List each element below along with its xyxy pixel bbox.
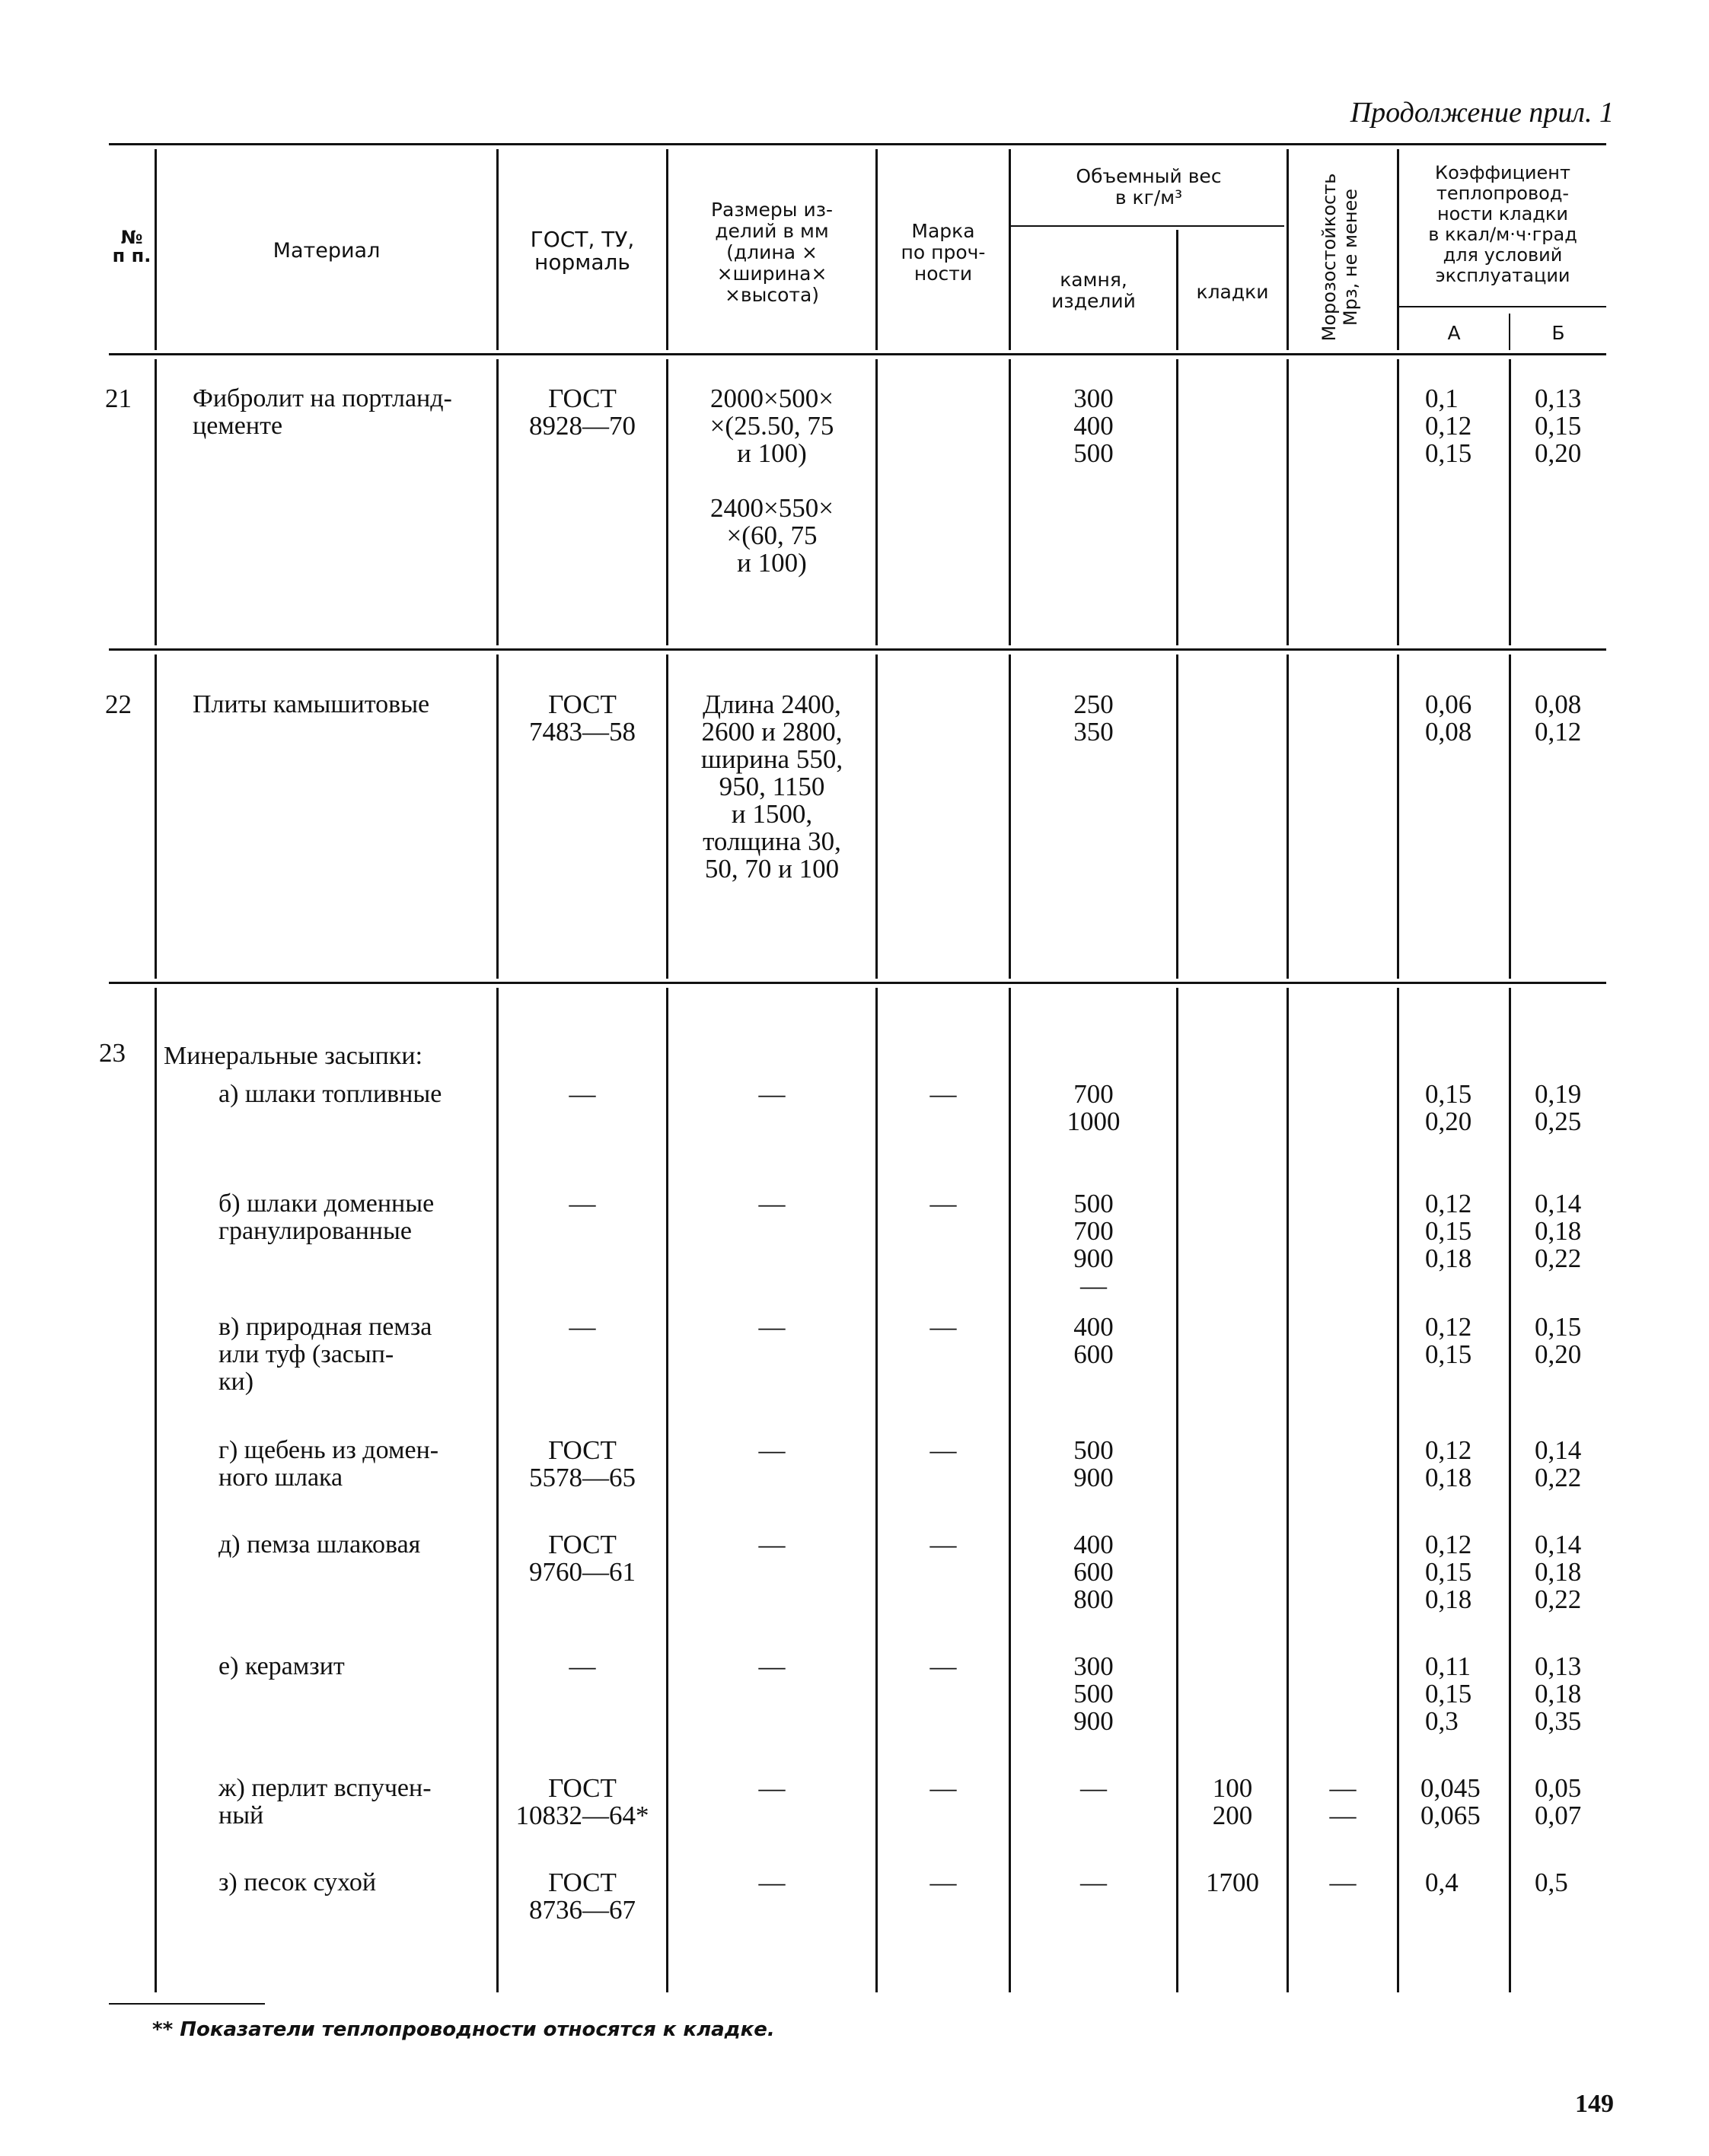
row-num: 23 bbox=[99, 1038, 126, 1068]
coef-a-cell: 0,12 0,18 bbox=[1425, 1435, 1472, 1492]
sizes-dash: — bbox=[758, 1189, 786, 1218]
footnote: ** Показатели теплопроводности относятся к кладке. bbox=[152, 2018, 775, 2041]
sizes-dash: — bbox=[758, 1773, 786, 1803]
footnote-rule bbox=[109, 2003, 265, 2005]
grade-dash: — bbox=[929, 1651, 957, 1681]
coef-b-cell: 0,05 0,07 bbox=[1535, 1773, 1582, 1830]
coef-a-cell: 0,4 bbox=[1425, 1868, 1459, 1897]
coef-b-cell: 0,14 0,22 bbox=[1535, 1435, 1582, 1492]
row21-bottom-rule bbox=[109, 648, 1606, 651]
gost-cell: ГОСТ 9760—61 bbox=[529, 1530, 636, 1587]
material-cell: а) шлаки топливные bbox=[218, 1080, 442, 1108]
stone-density-cell: 700 1000 bbox=[1067, 1079, 1121, 1136]
header-density-masonry: кладки bbox=[1196, 281, 1269, 303]
stone-density-cell: 400 600 bbox=[1073, 1312, 1114, 1369]
sizes-cell-2: 2400×550× ×(60, 75 и 100) bbox=[710, 493, 834, 578]
frost-cell: — — bbox=[1329, 1773, 1357, 1830]
coef-a-cell: 0,06 0,08 bbox=[1425, 689, 1472, 747]
sizes-dash: — bbox=[758, 1651, 786, 1681]
coef-b-cell: 0,15 0,20 bbox=[1535, 1312, 1582, 1369]
grade-dash: — bbox=[929, 1189, 957, 1218]
gost-cell: ГОСТ 10832—64* bbox=[515, 1773, 649, 1830]
sizes-cell: Длина 2400, 2600 и 2800, ширина 550, 950, 1150 и 1500, толщина 30, 50, 70 и 100 bbox=[700, 689, 843, 884]
coef-a-cell: 0,15 0,20 bbox=[1425, 1079, 1472, 1136]
header-gost: ГОСТ, ТУ, нормаль bbox=[530, 227, 635, 275]
header-col-b: Б bbox=[1551, 322, 1565, 344]
coef-a-cell: 0,045 0,065 bbox=[1420, 1773, 1481, 1830]
coef-b-cell: 0,14 0,18 0,22 bbox=[1535, 1189, 1582, 1273]
header-col-a: А bbox=[1447, 322, 1461, 344]
sizes-dash: — bbox=[758, 1435, 786, 1465]
coef-b-cell: 0,19 0,25 bbox=[1535, 1079, 1582, 1136]
material-cell: д) пемза шлаковая bbox=[218, 1530, 421, 1559]
gost-cell: ГОСТ 8928—70 bbox=[529, 384, 636, 441]
header-density-stone: камня, изделий bbox=[1051, 269, 1136, 312]
coef-b-cell: 0,5 bbox=[1535, 1868, 1568, 1897]
stone-density-cell: 400 600 800 bbox=[1073, 1530, 1114, 1614]
header-num: № п п. bbox=[112, 227, 151, 266]
coef-a-cell: 0,12 0,15 0,18 bbox=[1425, 1189, 1472, 1273]
grade-dash: — bbox=[929, 1773, 957, 1803]
table-top-rule bbox=[109, 143, 1606, 145]
stone-density-cell: 300 500 900 bbox=[1073, 1651, 1114, 1736]
masonry-density-cell: 1700 bbox=[1206, 1868, 1259, 1897]
header-frost: Морозостойкость Мрз, не менее bbox=[1318, 173, 1361, 342]
material-cell: б) шлаки доменные гранулированные bbox=[218, 1189, 435, 1245]
page-number: 149 bbox=[1575, 2090, 1614, 2118]
stone-density-dash: — bbox=[1080, 1773, 1107, 1803]
grade-dash: — bbox=[929, 1868, 957, 1897]
coef-b-cell: 0,14 0,18 0,22 bbox=[1535, 1530, 1582, 1614]
grade-dash: — bbox=[929, 1435, 957, 1465]
sizes-dash: — bbox=[758, 1079, 786, 1109]
gost-cell: ГОСТ 8736—67 bbox=[529, 1868, 636, 1925]
masonry-density-cell: 100 200 bbox=[1212, 1773, 1253, 1830]
gost-cell: ГОСТ 5578—65 bbox=[529, 1435, 636, 1492]
group-title: Минеральные засыпки: bbox=[164, 1042, 423, 1070]
density-subheader-rule bbox=[1010, 225, 1284, 227]
header-density: Объемный вес в кг/м³ bbox=[1076, 165, 1222, 209]
continuation-label: Продолжение прил. 1 bbox=[1350, 97, 1614, 129]
conductivity-subheader-rule bbox=[1399, 306, 1606, 307]
stone-density-cell: 300 400 500 bbox=[1073, 384, 1114, 468]
gost-dash: — bbox=[569, 1651, 596, 1681]
grade-dash: — bbox=[929, 1530, 957, 1559]
material-cell: ж) перлит вспучен- ный bbox=[218, 1774, 432, 1830]
material-cell: Фибролит на портланд- цементе bbox=[193, 384, 452, 440]
coef-b-cell: 0,13 0,15 0,20 bbox=[1535, 384, 1582, 468]
sizes-cell: 2000×500× ×(25.50, 75 и 100) bbox=[709, 384, 834, 468]
material-cell: з) песок сухой bbox=[218, 1868, 377, 1896]
coef-a-cell: 0,12 0,15 0,18 bbox=[1425, 1530, 1472, 1614]
material-cell: е) керамзит bbox=[218, 1652, 345, 1680]
header-bottom-rule bbox=[109, 353, 1606, 355]
header-material: Материал bbox=[273, 239, 381, 263]
grade-dash: — bbox=[929, 1079, 957, 1109]
frost-dash: — bbox=[1329, 1868, 1357, 1897]
material-cell: Плиты камышитовые bbox=[193, 690, 430, 718]
stone-density-dash: — bbox=[1080, 1868, 1107, 1897]
gost-dash: — bbox=[569, 1312, 596, 1342]
coef-a-cell: 0,1 0,12 0,15 bbox=[1425, 384, 1472, 468]
coef-b-cell: 0,13 0,18 0,35 bbox=[1535, 1651, 1582, 1736]
row-num: 22 bbox=[105, 689, 132, 719]
stone-density-cell: 500 900 bbox=[1073, 1435, 1114, 1492]
row22-bottom-rule bbox=[109, 982, 1606, 984]
stone-density-cell: 250 350 bbox=[1073, 689, 1114, 747]
gost-cell: ГОСТ 7483—58 bbox=[529, 689, 636, 747]
header-conductivity: Коэффициент теплопровод- ности кладки в ккал/м·ч·град для условий эксплуатации bbox=[1428, 162, 1577, 286]
sizes-dash: — bbox=[758, 1868, 786, 1897]
sizes-dash: — bbox=[758, 1312, 786, 1342]
row-num: 21 bbox=[105, 384, 132, 413]
header-sizes: Размеры из- делий в мм (длина × ×ширина× ×высота) bbox=[710, 199, 834, 306]
header-grade: Марка по проч- ности bbox=[901, 220, 986, 285]
material-cell: г) щебень из домен- ного шлака bbox=[218, 1436, 439, 1492]
grade-dash: — bbox=[929, 1312, 957, 1342]
gost-dash: — bbox=[569, 1189, 596, 1218]
sizes-dash: — bbox=[758, 1530, 786, 1559]
coef-a-cell: 0,12 0,15 bbox=[1425, 1312, 1472, 1369]
gost-dash: — bbox=[569, 1079, 596, 1109]
material-cell: в) природная пемза или туф (засып- ки) bbox=[218, 1313, 432, 1396]
stone-density-cell: 500 700 900 — bbox=[1073, 1189, 1114, 1301]
coef-a-cell: 0,11 0,15 0,3 bbox=[1425, 1651, 1472, 1736]
coef-b-cell: 0,08 0,12 bbox=[1535, 689, 1582, 747]
